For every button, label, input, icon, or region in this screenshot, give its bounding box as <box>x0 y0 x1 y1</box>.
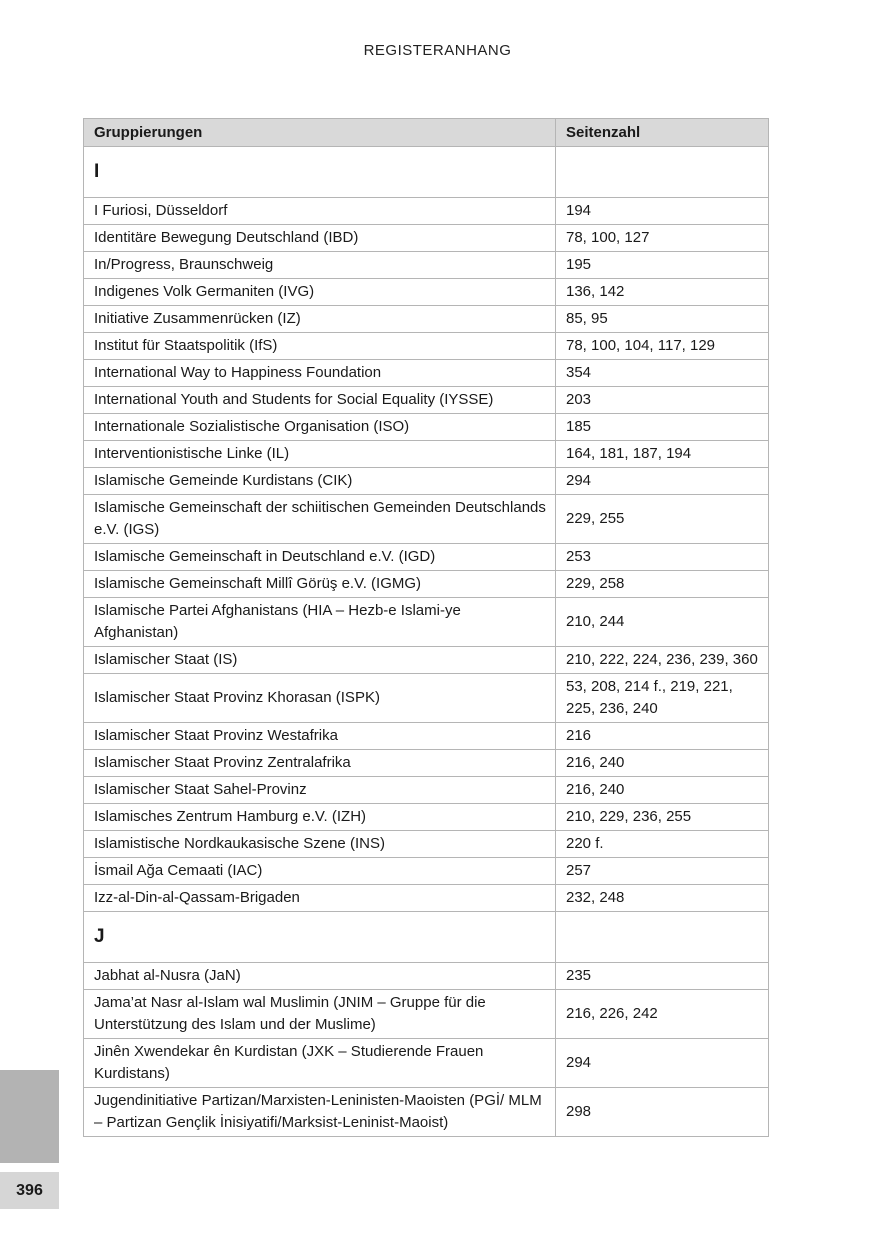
group-name-cell: In/Progress, Braunschweig <box>84 252 556 279</box>
page-numbers-cell: 220 f. <box>556 831 769 858</box>
section-letter-row <box>84 147 769 198</box>
table-row <box>84 225 769 252</box>
page-tab-marker <box>0 1070 59 1163</box>
table-row <box>84 804 769 831</box>
table-row <box>84 571 769 598</box>
group-name-cell: Jugendinitiative Partizan/Marxisten-Leninisten-Maoisten (PGİ/ MLM – Partizan Gençlik İnisiyatifi/Marksist-Leninist-Maoist) <box>84 1088 556 1137</box>
page-numbers-cell: 216, 226, 242 <box>556 990 769 1039</box>
column-header-pages: Seitenzahl <box>556 119 769 147</box>
table-row <box>84 198 769 225</box>
group-name-cell: Jama’at Nasr al-Islam wal Muslimin (JNIM – Gruppe für die Unterstützung des Islam und der Muslime) <box>84 990 556 1039</box>
group-name-cell: Identitäre Bewegung Deutschland (IBD) <box>84 225 556 252</box>
page-numbers-cell: 253 <box>556 544 769 571</box>
group-name-cell: Internationale Sozialistische Organisation (ISO) <box>84 414 556 441</box>
table-row <box>84 1088 769 1137</box>
table-row <box>84 333 769 360</box>
group-name-cell: Indigenes Volk Germaniten (IVG) <box>84 279 556 306</box>
section-empty-cell <box>556 147 769 198</box>
page-number: 396 <box>0 1172 59 1209</box>
group-name-cell: Islamische Gemeinschaft in Deutschland e.V. (IGD) <box>84 544 556 571</box>
table-row <box>84 777 769 804</box>
page-numbers-cell: 216, 240 <box>556 777 769 804</box>
page-numbers-cell: 195 <box>556 252 769 279</box>
table-row <box>84 831 769 858</box>
page-numbers-cell: 85, 95 <box>556 306 769 333</box>
page-numbers-cell: 194 <box>556 198 769 225</box>
group-name-cell: İsmail Ağa Cemaati (IAC) <box>84 858 556 885</box>
table-row <box>84 279 769 306</box>
group-name-cell: Islamische Gemeinde Kurdistans (CIK) <box>84 468 556 495</box>
section-letter: I <box>94 160 100 182</box>
group-name-cell: Islamischer Staat Provinz Zentralafrika <box>84 750 556 777</box>
group-name-cell: Islamistische Nordkaukasische Szene (INS) <box>84 831 556 858</box>
section-empty-cell <box>556 912 769 963</box>
page-numbers-cell: 298 <box>556 1088 769 1137</box>
table-row <box>84 306 769 333</box>
table-row <box>84 647 769 674</box>
group-name-cell: Jinên Xwendekar ên Kurdistan (JXK – Studierende Frauen Kurdistans) <box>84 1039 556 1088</box>
section-letter-cell <box>84 912 556 963</box>
group-name-cell: Islamischer Staat Sahel-Provinz <box>84 777 556 804</box>
table-row <box>84 723 769 750</box>
table-row <box>84 414 769 441</box>
page-numbers-cell: 210, 222, 224, 236, 239, 360 <box>556 647 769 674</box>
table-row <box>84 544 769 571</box>
table-row <box>84 468 769 495</box>
group-name-cell: Islamische Gemeinschaft Millî Görüş e.V. (IGMG) <box>84 571 556 598</box>
page-numbers-cell: 235 <box>556 963 769 990</box>
group-name-cell: Interventionistische Linke (IL) <box>84 441 556 468</box>
page-numbers-cell: 78, 100, 104, 117, 129 <box>556 333 769 360</box>
table-row <box>84 1039 769 1088</box>
page-numbers-cell: 185 <box>556 414 769 441</box>
table-row <box>84 963 769 990</box>
group-name-cell: Islamische Partei Afghanistans (HIA – Hezb-e Islami-ye Afghanistan) <box>84 598 556 647</box>
table-row <box>84 674 769 723</box>
group-name-cell: International Youth and Students for Social Equality (IYSSE) <box>84 387 556 414</box>
group-name-cell: Izz-al-Din-al-Qassam-Brigaden <box>84 885 556 912</box>
register-table <box>83 118 769 1137</box>
page-numbers-cell: 232, 248 <box>556 885 769 912</box>
group-name-cell: Jabhat al-Nusra (JaN) <box>84 963 556 990</box>
page-numbers-cell: 210, 229, 236, 255 <box>556 804 769 831</box>
table-row <box>84 750 769 777</box>
group-name-cell: I Furiosi, Düsseldorf <box>84 198 556 225</box>
page-numbers-cell: 203 <box>556 387 769 414</box>
group-name-cell: Islamische Gemeinschaft der schiitischen Gemeinden Deutschlands e.V. (IGS) <box>84 495 556 544</box>
page-numbers-cell: 354 <box>556 360 769 387</box>
section-letter-cell <box>84 147 556 198</box>
table-row <box>84 858 769 885</box>
group-name-cell: Islamischer Staat (IS) <box>84 647 556 674</box>
table-row <box>84 598 769 647</box>
group-name-cell: Islamisches Zentrum Hamburg e.V. (IZH) <box>84 804 556 831</box>
page-numbers-cell: 78, 100, 127 <box>556 225 769 252</box>
page-numbers-cell: 216, 240 <box>556 750 769 777</box>
table-row <box>84 360 769 387</box>
group-name-cell: International Way to Happiness Foundation <box>84 360 556 387</box>
register-body <box>84 147 769 1137</box>
group-name-cell: Islamischer Staat Provinz Khorasan (ISPK) <box>84 674 556 723</box>
table-row <box>84 252 769 279</box>
page-numbers-cell: 136, 142 <box>556 279 769 306</box>
table-header-row <box>84 119 769 147</box>
table-row <box>84 441 769 468</box>
running-header: REGISTERANHANG <box>363 42 512 59</box>
page-numbers-cell: 257 <box>556 858 769 885</box>
group-name-cell: Institut für Staatspolitik (IfS) <box>84 333 556 360</box>
table-row <box>84 885 769 912</box>
page-numbers-cell: 229, 258 <box>556 571 769 598</box>
group-name-cell: Initiative Zusammenrücken (IZ) <box>84 306 556 333</box>
section-letter-row <box>84 912 769 963</box>
page-numbers-cell: 294 <box>556 468 769 495</box>
column-header-groups: Gruppierungen <box>84 119 556 147</box>
table-row <box>84 387 769 414</box>
page-numbers-cell: 164, 181, 187, 194 <box>556 441 769 468</box>
section-letter: J <box>94 925 105 947</box>
page-numbers-cell: 294 <box>556 1039 769 1088</box>
page-numbers-cell: 229, 255 <box>556 495 769 544</box>
group-name-cell: Islamischer Staat Provinz Westafrika <box>84 723 556 750</box>
table-row <box>84 990 769 1039</box>
table-row <box>84 495 769 544</box>
page-numbers-cell: 53, 208, 214 f., 219, 221, 225, 236, 240 <box>556 674 769 723</box>
page-numbers-cell: 210, 244 <box>556 598 769 647</box>
page-numbers-cell: 216 <box>556 723 769 750</box>
